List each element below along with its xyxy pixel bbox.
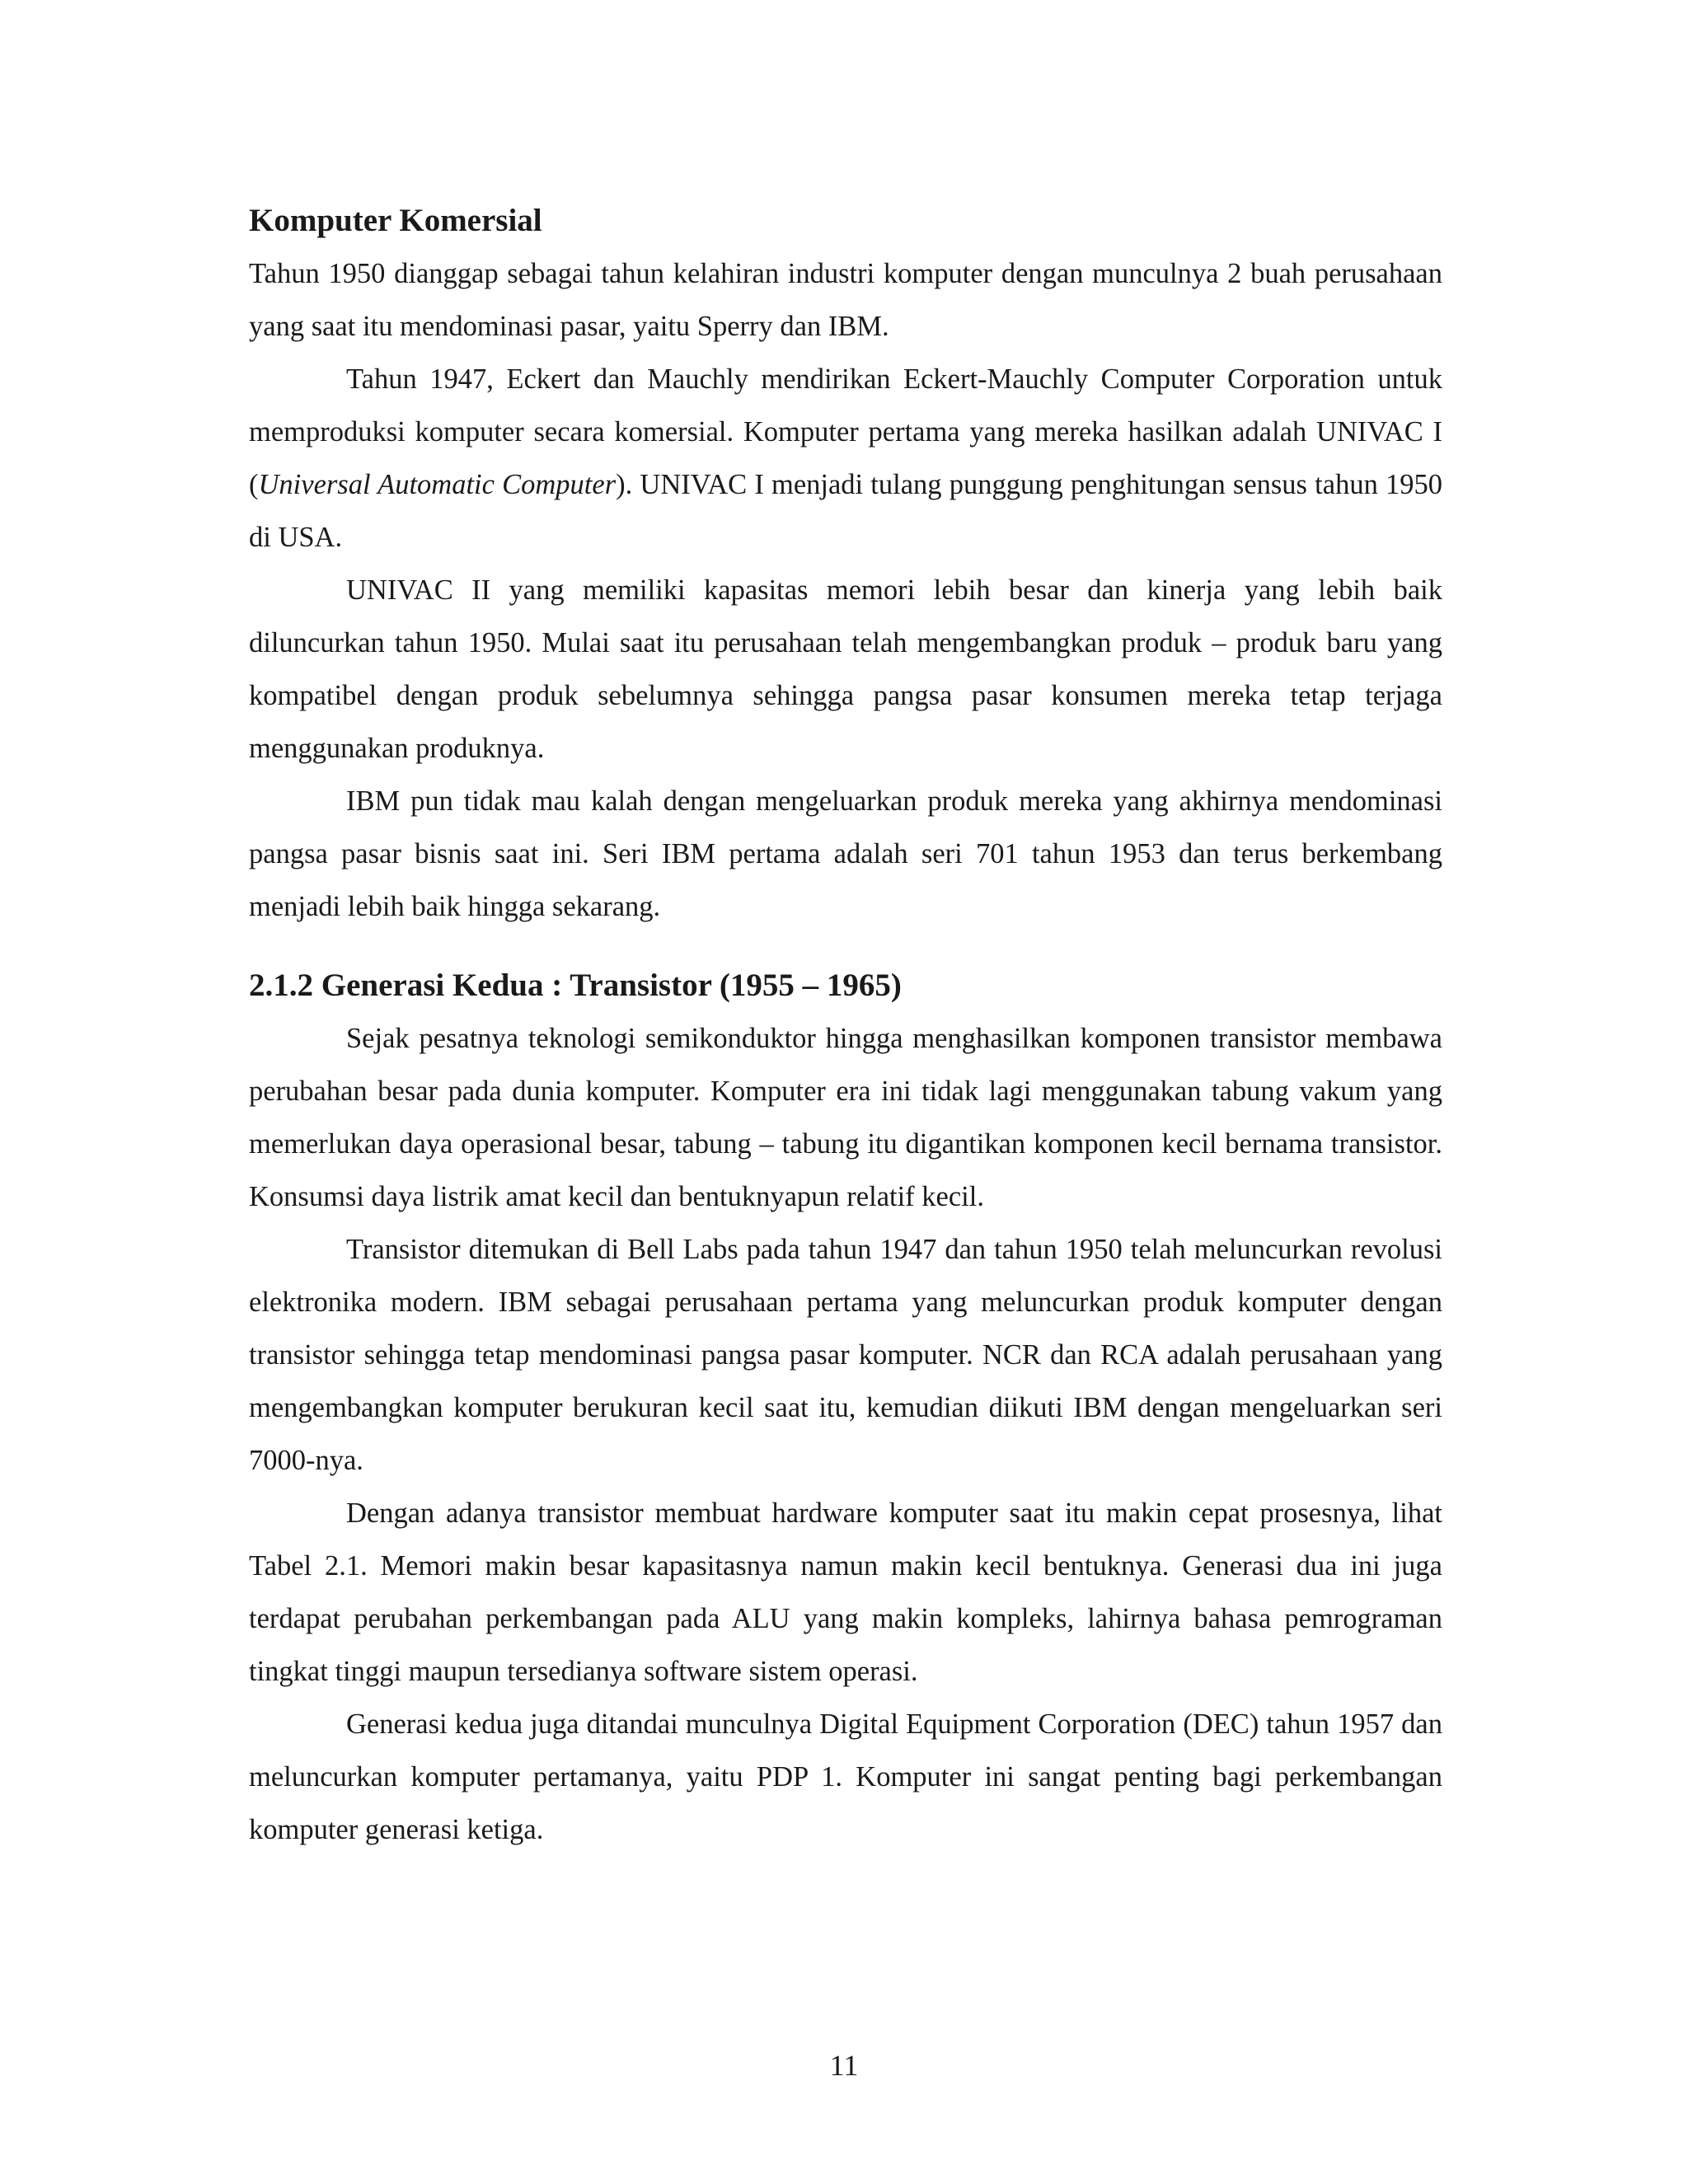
paragraph-commercial-2-italic: Universal Automatic Computer: [258, 469, 617, 500]
paragraph-commercial-2: [249, 353, 1442, 564]
paragraph-commercial-4: IBM pun tidak mau kalah dengan mengeluarkan produk mereka yang akhirnya mendominasi pangsa pasar bisnis saat ini. Seri IBM pertama adalah seri 701 tahun 1953 dan terus berkembang menjadi lebih baik hingga sekarang.: [249, 785, 1442, 922]
heading-generasi-kedua: 2.1.2 Generasi Kedua : Transistor (1955 – 1965): [249, 968, 902, 1003]
paragraph-commercial-3: UNIVAC II yang memiliki kapasitas memori lebih besar dan kinerja yang lebih baik diluncurkan tahun 1950. Mulai saat itu perusahaan telah mengembangkan produk – produk baru yang kompatibel dengan produk sebelumnya sehingga pangsa pasar konsumen mereka tetap terjaga menggunakan produknya.: [249, 574, 1442, 764]
paragraph-generation-2: Transistor ditemukan di Bell Labs pada tahun 1947 dan tahun 1950 telah meluncurkan revolusi elektronika modern. IBM sebagai perusahaan pertama yang meluncurkan produk komputer dengan transistor sehingga tetap mendominasi pangsa pasar komputer. NCR dan RCA adalah perusahaan yang mengembangkan komputer berukuran kecil saat itu, kemudian diikuti IBM dengan mengeluarkan seri 7000-nya.: [249, 1234, 1442, 1476]
paragraph-commercial-2-end: ). UNIVAC I menjadi tulang punggung penghitungan sensus tahun 1950 di USA.: [249, 469, 1443, 553]
paragraph-generation-4: Generasi kedua juga ditandai munculnya Digital Equipment Corporation (DEC) tahun 1957 dan meluncurkan komputer pertamanya, yaitu PDP 1. Komputer ini sangat penting bagi perkembangan komputer generasi ketiga.: [249, 1708, 1442, 1845]
heading-komputer-komersial: Komputer Komersial: [249, 203, 542, 238]
paragraph-commercial-1: Tahun 1950 dianggap sebagai tahun kelahiran industri komputer dengan munculnya 2 buah perusahaan yang saat itu mendominasi pasar, yaitu Sperry dan IBM.: [249, 258, 1442, 342]
page-number: 11: [829, 2049, 859, 2082]
paragraph-generation-3: Dengan adanya transistor membuat hardware komputer saat itu makin cepat prosesnya, lihat Tabel 2.1. Memori makin besar kapasitasnya namun makin kecil bentuknya. Generasi dua ini juga terdapat perubahan perkembangan pada ALU yang makin kompleks, lahirnya bahasa pemrograman tingkat tinggi maupun tersedianya software sistem operasi.: [249, 1497, 1442, 1687]
paragraph-generation-1: Sejak pesatnya teknologi semikonduktor hingga menghasilkan komponen transistor membawa perubahan besar pada dunia komputer. Komputer era ini tidak lagi menggunakan tabung vakum yang memerlukan daya operasional besar, tabung – tabung itu digantikan komponen kecil bernama transistor. Konsumsi daya listrik amat kecil dan bentuknyapun relatif kecil.: [249, 1023, 1442, 1212]
paragraph-commercial-2-start: Tahun 1947, Eckert dan Mauchly mendirikan Eckert-Mauchly Computer Corporation untuk memproduksi komputer secara komersial. Komputer pertama yang mereka hasilkan adalah UNIVAC I (: [249, 363, 1442, 500]
page-content: [249, 194, 1442, 1856]
